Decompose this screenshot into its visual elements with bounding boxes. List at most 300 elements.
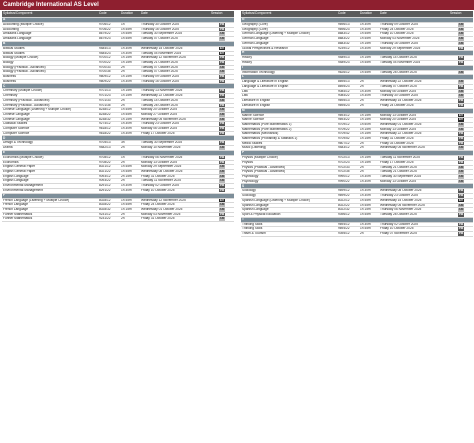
header-date: Date xyxy=(140,11,210,18)
session-badge: AM xyxy=(458,27,464,31)
code-cell: 9708/22 xyxy=(98,160,120,165)
session-badge: PM xyxy=(458,160,464,164)
code-cell: 9231/12 xyxy=(98,212,120,217)
duration-cell: 1h xyxy=(120,155,140,160)
session-badge: AM xyxy=(458,122,464,126)
duration-cell: 1h 15m xyxy=(359,208,379,213)
syllabus-cell: Thinking Skills xyxy=(241,222,337,227)
duration-cell: 1h 45m xyxy=(359,32,379,37)
session-badge: PM xyxy=(458,188,464,193)
syllabus-cell: Biology (Practical - Advanced) xyxy=(2,65,98,70)
duration-cell: 2h xyxy=(359,103,379,108)
date-cell: Wednesday 01 October 2025 xyxy=(140,207,210,212)
syllabus-cell: Music (Listening) xyxy=(241,146,337,151)
session-badge: AM xyxy=(219,169,225,173)
duration-cell: 2h xyxy=(359,170,379,175)
duration-cell: 1h 15m xyxy=(359,56,379,61)
code-cell: 9699/22 xyxy=(337,194,359,199)
syllabus-cell: Business xyxy=(2,79,98,84)
session-badge: PM xyxy=(219,88,225,93)
date-cell: Tuesday 07 October 2025 xyxy=(140,65,210,70)
code-cell: 9693/22 xyxy=(337,118,359,123)
syllabus-cell: Biology xyxy=(2,60,98,65)
code-cell: 8683/32 xyxy=(337,41,359,46)
duration-cell: 1h 45m xyxy=(359,37,379,42)
syllabus-cell: Chinese Language xyxy=(2,112,98,117)
date-cell: Monday 29 September 2025 xyxy=(379,46,449,51)
code-cell: 9696/13 xyxy=(337,23,359,28)
session-badge: AM xyxy=(458,203,464,207)
duration-cell: 2h xyxy=(120,98,140,103)
date-cell: Wednesday 08 October 2025 xyxy=(379,189,449,194)
code-cell: 9396/12 xyxy=(337,212,359,217)
session-badge: PM xyxy=(219,93,225,98)
session-badge: PM xyxy=(458,84,464,89)
syllabus-cell: Biology (Practical - Advanced) xyxy=(2,70,98,75)
duration-cell: 1h 30m xyxy=(120,127,140,132)
date-cell: Tuesday 30 September 2025 xyxy=(140,141,210,146)
duration-cell: 2h xyxy=(359,80,379,85)
date-cell: Tuesday 21 October 2025 xyxy=(379,165,449,170)
session-badge: PM xyxy=(219,27,225,31)
duration-cell: 1h 15m xyxy=(120,56,140,61)
code-cell: 9699/12 xyxy=(337,189,359,194)
code-cell: 8022/12 xyxy=(337,198,359,203)
date-cell: Friday 31 October 2025 xyxy=(379,137,449,142)
duration-cell: 1h 30m xyxy=(120,51,140,56)
date-cell: Friday 17 October 2025 xyxy=(140,131,210,136)
duration-cell: 1h 30m xyxy=(359,194,379,199)
columns xyxy=(0,11,474,443)
syllabus-cell: Chemistry (Practical - Advanced) xyxy=(2,98,98,103)
syllabus-cell: Classical Studies xyxy=(2,122,98,127)
code-cell: 8028/32 xyxy=(98,207,120,212)
syllabus-cell: Biblical Studies xyxy=(2,46,98,51)
syllabus-cell: Sociology xyxy=(241,189,337,194)
session-badge: PM xyxy=(458,136,464,141)
syllabus-cell: Mathematics (Pure Mathematics 1) xyxy=(241,122,337,127)
date-cell: Tuesday 07 October 2025 xyxy=(140,37,210,42)
syllabus-cell: Biblical Studies xyxy=(2,51,98,56)
session-badge: AM xyxy=(219,145,225,150)
code-cell: 9618/22 xyxy=(98,131,120,136)
date-cell: Wednesday 01 October 2025 xyxy=(379,122,449,127)
session-badge: AM xyxy=(219,31,225,36)
duration-cell: 1h 30m xyxy=(359,27,379,32)
table-row xyxy=(2,217,234,222)
syllabus-cell: English Language xyxy=(2,179,98,184)
date-cell: Wednesday 08 October 2025 xyxy=(140,169,210,174)
syllabus-cell: Computer Science xyxy=(2,127,98,132)
session-badge: AM xyxy=(458,127,464,131)
duration-cell: 1h 45m xyxy=(120,37,140,42)
session-badge: PM xyxy=(219,155,225,159)
duration-cell: 2h xyxy=(120,179,140,184)
session-badge: PM xyxy=(219,126,225,131)
date-cell: Wednesday 22 October 2025 xyxy=(140,94,210,99)
timetable-left xyxy=(2,11,234,222)
duration-cell: 1h 45m xyxy=(359,198,379,203)
syllabus-cell: Geography (Core) xyxy=(241,23,337,28)
syllabus-cell: Psychology xyxy=(241,179,337,184)
code-cell: 8291/22 xyxy=(98,188,120,193)
session-badge: AM xyxy=(458,145,464,150)
code-cell: 9618/12 xyxy=(98,127,120,132)
syllabus-cell: Physics xyxy=(241,160,337,165)
syllabus-cell: German Language xyxy=(241,37,337,42)
code-cell: 8238/22 xyxy=(98,112,120,117)
duration-cell: 1h 15m xyxy=(359,160,379,165)
code-cell: 9706/12 xyxy=(98,23,120,28)
date-cell: Thursday 30 October 2025 xyxy=(140,23,210,28)
duration-cell: 2h xyxy=(120,65,140,70)
syllabus-cell: Physics (Practical - Advanced) xyxy=(241,165,337,170)
code-cell: 9700/22 xyxy=(98,60,120,65)
code-cell: 9093/22 xyxy=(98,179,120,184)
session-badge: PM xyxy=(219,160,225,164)
session-badge: AM xyxy=(458,70,464,74)
duration-cell: 2h xyxy=(359,232,379,237)
syllabus-cell: Literature in English xyxy=(241,103,337,108)
session-badge: AM xyxy=(458,174,464,178)
duration-cell: 1h 45m xyxy=(359,70,379,75)
duration-cell: 2h xyxy=(359,165,379,170)
date-cell: Friday 10 October 2025 xyxy=(379,227,449,232)
syllabus-cell: Chemistry (Multiple Choice) xyxy=(2,89,98,94)
code-cell: 9609/12 xyxy=(98,75,120,80)
session-badge: AM xyxy=(458,165,464,169)
code-cell: 9702/13 xyxy=(337,156,359,161)
code-cell: 9702/35 xyxy=(337,170,359,175)
syllabus-cell: Environmental Management xyxy=(2,184,98,189)
duration-cell: 1h 30m xyxy=(120,122,140,127)
session-badge: AM xyxy=(219,164,225,169)
section-letter: A xyxy=(2,18,234,23)
table-row xyxy=(241,232,473,237)
duration-cell: 2h 15m xyxy=(120,174,140,179)
date-cell: Thursday 09 October 2025 xyxy=(379,23,449,28)
duration-cell: 1h 45m xyxy=(120,198,140,203)
header-code: Code xyxy=(98,11,120,18)
code-cell: 9489/13 xyxy=(337,56,359,61)
code-cell: 8028/12 xyxy=(98,198,120,203)
code-cell: 9700/35 xyxy=(98,70,120,75)
duration-cell: 1h 30m xyxy=(359,23,379,28)
duration-cell: 3h xyxy=(120,141,140,146)
duration-cell: 2h xyxy=(120,146,140,151)
syllabus-cell: Environmental Management xyxy=(2,188,98,193)
code-cell: 8695/13 xyxy=(337,80,359,85)
duration-cell: 1h 15m xyxy=(359,118,379,123)
syllabus-cell: Geography (Core) xyxy=(241,27,337,32)
session-badge: PM xyxy=(219,131,225,135)
date-cell: Monday 03 November 2025 xyxy=(379,37,449,42)
code-cell: 9709/12 xyxy=(337,122,359,127)
duration-cell: 2h xyxy=(120,212,140,217)
code-cell: 9708/12 xyxy=(98,155,120,160)
syllabus-cell: French Language xyxy=(2,207,98,212)
code-cell: 9696/23 xyxy=(337,27,359,32)
section-letter: F xyxy=(2,193,234,198)
date-cell: Thursday 30 October 2025 xyxy=(379,94,449,99)
code-cell: 9694/12 xyxy=(337,222,359,227)
date-cell: Tuesday 11 November 2025 xyxy=(140,179,210,184)
session-badge: AM xyxy=(219,69,225,74)
date-cell: Thursday 16 October 2025 xyxy=(140,27,210,32)
session-badge: AM xyxy=(458,31,464,36)
date-cell: Monday 20 October 2025 xyxy=(379,118,449,123)
date-cell: Monday 06 October 2025 xyxy=(379,89,449,94)
syllabus-cell: French Language (Listening + Multiple Choice) xyxy=(2,198,98,203)
duration-cell: 1h 15m xyxy=(359,41,379,46)
syllabus-cell: Accounting xyxy=(2,27,98,32)
session-badge: EV xyxy=(219,198,224,202)
header-date: Date xyxy=(379,11,449,18)
session-badge: AM xyxy=(219,207,225,211)
date-cell: Tuesday 28 October 2025 xyxy=(140,103,210,108)
code-cell: 9484/13 xyxy=(98,46,120,51)
session-badge: AM xyxy=(219,174,225,178)
code-cell: 9990/22 xyxy=(337,179,359,184)
date-cell: Thursday 02 October 2025 xyxy=(379,222,449,227)
code-cell: 9484/23 xyxy=(98,51,120,56)
duration-cell: 1h 45m xyxy=(120,108,140,113)
session-badge: PM xyxy=(219,188,225,192)
date-cell: Tuesday 14 October 2025 xyxy=(140,98,210,103)
session-badge: PM xyxy=(458,131,464,136)
duration-cell: 1h 45m xyxy=(120,27,140,32)
date-cell: Monday 10 November 2025 xyxy=(140,146,210,151)
code-cell: 9700/33 xyxy=(98,65,120,70)
section-letter: S xyxy=(241,184,473,189)
session-badge: AM xyxy=(458,179,464,183)
duration-cell: 1h 45m xyxy=(120,203,140,208)
code-cell: 9483/12 xyxy=(337,146,359,151)
duration-cell: 1h 15m xyxy=(359,127,379,132)
duration-cell: 1h 45m xyxy=(359,227,379,232)
duration-cell: 1h 15m xyxy=(120,60,140,65)
date-cell: Friday 24 October 2025 xyxy=(379,27,449,32)
date-cell: Monday 20 October 2025 xyxy=(140,108,210,113)
session-badge: PM xyxy=(219,103,225,107)
date-cell: Tuesday 28 October 2025 xyxy=(379,70,449,75)
syllabus-cell: Economics (Multiple Choice) xyxy=(2,155,98,160)
timetable-right xyxy=(241,11,473,237)
date-cell: Tuesday 07 October 2025 xyxy=(379,85,449,90)
date-cell: Friday 31 October 2025 xyxy=(140,217,210,222)
session-badge: AM xyxy=(219,117,225,121)
code-cell: 9709/52 xyxy=(337,137,359,142)
duration-cell: 1h 15m xyxy=(120,94,140,99)
date-cell: Friday 24 October 2025 xyxy=(379,103,449,108)
header-session: Session xyxy=(449,11,473,18)
section-letter: I xyxy=(241,65,473,70)
date-cell: Tuesday 04 November 2025 xyxy=(140,51,210,56)
session-badge: AM xyxy=(219,112,225,116)
code-cell: 9701/33 xyxy=(98,98,120,103)
duration-cell: 1h 30m xyxy=(359,174,379,179)
syllabus-cell: Literature in English xyxy=(241,99,337,104)
syllabus-cell: Physics (Practical - Advanced) xyxy=(241,170,337,175)
code-cell: 9084/22 xyxy=(337,94,359,99)
syllabus-cell: Language & Literature in English xyxy=(241,85,337,90)
syllabus-cell: Economics xyxy=(2,160,98,165)
syllabus-cell: Language & Literature in English xyxy=(241,80,337,85)
session-badge: EV xyxy=(219,51,224,55)
left-column xyxy=(2,11,234,443)
code-cell: 9702/23 xyxy=(337,160,359,165)
section-letter: D xyxy=(2,136,234,141)
session-badge: AM xyxy=(458,41,464,45)
code-cell: 9626/12 xyxy=(337,70,359,75)
duration-cell: 2h xyxy=(120,160,140,165)
syllabus-cell: German Language xyxy=(241,41,337,46)
session-badge: PM xyxy=(458,212,464,216)
session-badge: AM xyxy=(219,107,225,112)
session-badge: PM xyxy=(458,55,464,60)
session-badge: PM xyxy=(458,226,464,231)
session-badge: PM xyxy=(458,103,464,107)
session-badge: PM xyxy=(219,74,225,79)
date-cell: Thursday 13 November 2025 xyxy=(140,89,210,94)
code-cell: 9706/22 xyxy=(98,27,120,32)
duration-cell: 1h 30m xyxy=(359,89,379,94)
date-cell: Tuesday 21 October 2025 xyxy=(379,170,449,175)
duration-cell: 2h xyxy=(359,146,379,151)
code-cell: 8028/22 xyxy=(98,203,120,208)
syllabus-cell: English General Paper xyxy=(2,169,98,174)
syllabus-cell: Spanish Language xyxy=(241,203,337,208)
date-cell: Friday 07 November 2025 xyxy=(379,232,449,237)
syllabus-cell: Physics (Multiple Choice) xyxy=(241,156,337,161)
duration-cell: 1h 30m xyxy=(359,189,379,194)
date-cell: Thursday 23 October 2025 xyxy=(140,122,210,127)
duration-cell: 1h 45m xyxy=(359,60,379,65)
duration-cell: 1h 30m xyxy=(359,222,379,227)
syllabus-cell: Sociology xyxy=(241,194,337,199)
code-cell: 9693/12 xyxy=(337,113,359,118)
code-cell: 9705/13 xyxy=(98,141,120,146)
duration-cell: 1h 15m xyxy=(359,113,379,118)
session-badge: EV xyxy=(458,198,463,202)
session-badge: AM xyxy=(458,22,464,26)
section-letter: P xyxy=(241,151,473,156)
date-cell: Friday 24 October 2025 xyxy=(140,203,210,208)
date-cell: Thursday 09 October 2025 xyxy=(140,75,210,80)
syllabus-cell: Accounting (Multiple Choice) xyxy=(2,23,98,28)
date-cell: Friday 10 October 2025 xyxy=(140,188,210,193)
date-cell: Tuesday 30 September 2025 xyxy=(379,174,449,179)
section-letter: G xyxy=(241,18,473,23)
duration-cell: 1h 30m xyxy=(359,94,379,99)
code-cell: 9093/12 xyxy=(98,174,120,179)
code-cell: 9084/12 xyxy=(337,89,359,94)
code-cell: 9694/22 xyxy=(337,227,359,232)
session-badge: AM xyxy=(458,169,464,174)
session-badge: AM xyxy=(458,93,464,98)
section-letter: M xyxy=(241,108,473,113)
date-cell: Wednesday 05 November 2025 xyxy=(379,203,449,208)
session-badge: PM xyxy=(458,141,464,145)
header-duration: Duration xyxy=(359,11,379,18)
page-title: Cambridge International AS Level xyxy=(0,0,474,10)
code-cell: 9695/13 xyxy=(337,99,359,104)
date-cell: Wednesday 05 November 2025 xyxy=(140,117,210,122)
section-letter: H xyxy=(241,51,473,56)
session-badge: PM xyxy=(219,121,225,126)
duration-cell: 1h 45m xyxy=(120,112,140,117)
date-cell: Wednesday 12 November 2025 xyxy=(140,198,210,203)
code-cell: 8291/12 xyxy=(98,184,120,189)
session-badge: AM xyxy=(219,202,225,207)
date-cell: Friday 17 October 2025 xyxy=(379,160,449,165)
section-letter: B xyxy=(2,41,234,46)
date-cell: Thursday 23 October 2025 xyxy=(379,194,449,199)
header-session: Session xyxy=(210,11,234,18)
syllabus-cell: Travel & Tourism xyxy=(241,232,337,237)
syllabus-cell: English Language xyxy=(2,174,98,179)
session-badge: PM xyxy=(219,79,225,83)
code-cell: 9395/12 xyxy=(337,232,359,237)
code-cell: 9695/23 xyxy=(337,103,359,108)
code-cell: 9990/12 xyxy=(337,174,359,179)
syllabus-cell: History xyxy=(241,60,337,65)
date-cell: Wednesday 22 October 2025 xyxy=(379,132,449,137)
session-badge: PM xyxy=(458,193,464,198)
session-badge: PM xyxy=(219,140,225,145)
session-badge: AM xyxy=(458,36,464,41)
syllabus-cell: Law xyxy=(241,89,337,94)
duration-cell: 1h 30m xyxy=(120,131,140,136)
date-cell: Monday 13 October 2025 xyxy=(379,179,449,184)
header-duration: Duration xyxy=(120,11,140,18)
syllabus-cell: Mathematics (Probability & Statistics 1) xyxy=(241,137,337,142)
duration-cell: 2h xyxy=(120,103,140,108)
syllabus-cell: Further Mathematics xyxy=(2,217,98,222)
date-cell: Thursday 06 November 2025 xyxy=(379,208,449,213)
date-cell: Tuesday 28 October 2025 xyxy=(379,212,449,217)
date-cell: Monday 29 September 2025 xyxy=(140,165,210,170)
syllabus-cell: German Language (Listening + Multiple Choice) xyxy=(241,32,337,37)
duration-cell: 1h 45m xyxy=(120,165,140,170)
session-badge: PM xyxy=(219,60,225,64)
duration-cell: 1h 15m xyxy=(359,132,379,137)
syllabus-cell: Media Studies xyxy=(241,141,337,146)
duration-cell: 1h 45m xyxy=(120,169,140,174)
syllabus-cell: Afrikaans Language xyxy=(2,37,98,42)
duration-cell: 1h 15m xyxy=(120,75,140,80)
session-badge: PM xyxy=(219,183,225,188)
code-cell: 8022/22 xyxy=(337,203,359,208)
code-cell: 9231/22 xyxy=(98,217,120,222)
date-cell: Thursday 02 October 2025 xyxy=(140,184,210,189)
session-badge: AM xyxy=(458,89,464,93)
date-cell: Monday 06 October 2025 xyxy=(140,127,210,132)
code-cell: 9482/13 xyxy=(98,146,120,151)
date-cell: Monday 03 November 2025 xyxy=(140,212,210,217)
section-letter: C xyxy=(2,84,234,89)
section-letter: E xyxy=(2,150,234,155)
syllabus-cell: Design & Technology xyxy=(2,141,98,146)
date-cell: Monday 27 October 2025 xyxy=(140,112,210,117)
syllabus-cell: Mathematics (Pure Mathematics 2) xyxy=(241,127,337,132)
syllabus-cell: Further Mathematics xyxy=(2,212,98,217)
timetable-body-right xyxy=(241,18,473,237)
syllabus-cell: Psychology xyxy=(241,174,337,179)
session-cell xyxy=(210,217,234,222)
date-cell: Monday 13 October 2025 xyxy=(379,113,449,118)
date-cell: Tuesday 07 October 2025 xyxy=(140,70,210,75)
